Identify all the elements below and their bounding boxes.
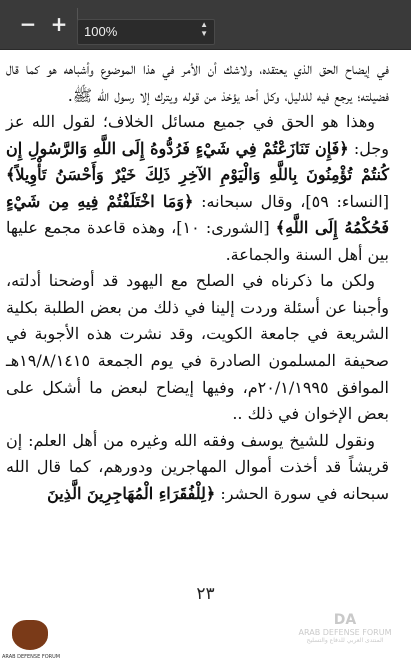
forum-logo-label: ARAB DEFENSE FORUM	[2, 654, 61, 660]
document-page	[0, 50, 411, 664]
paragraph-1	[6, 56, 389, 109]
paragraph-4-text: ونقول للشيخ يوسف وفقه الله وغيره من أهل العلم: إن قريشاً قد أخذت أموال المهاجرين ودورهم، كما قال الله سبحانه في سورة الحشر:	[6, 430, 389, 503]
quran-verse-1: ﴿فَإِن تَنَازَعْتُمْ فِي شَيْءٍ فَرُدُّوهُ إِلَى اللَّهِ وَالرَّسُولِ إِن كُنتُمْ تُؤْمِنُونَ بِاللَّهِ وَالْيَوْمِ الآخِرِ ذَلِكَ خَيْرٌ وَأَحْسَنُ تَأْوِيلاً﴾	[6, 138, 389, 185]
forum-logo	[2, 620, 61, 660]
pdf-toolbar	[0, 0, 411, 50]
watermark-name: ARAB DEFENSE FORUM	[298, 628, 392, 637]
watermark	[285, 580, 405, 660]
verse-1-citation: [النساء: ٥٩]، وقال سبحانه:	[201, 191, 389, 211]
page-number: ٢٣	[196, 584, 215, 604]
page-text	[6, 56, 389, 507]
quran-verse-2: ﴿وَمَا اخْتَلَفْتُمْ فِيهِ مِن شَيْءٍ فَحُكْمُهُ إِلَى اللَّهِ﴾	[6, 191, 389, 238]
paragraph-1-text: في إيضاح الحق الذي يعتقده، ولاشك أن الأمر في هذا الموضوع وأشباهه هو كما قال فضيلته؛ يرجع فيه للدليل، وكل أحد يؤخذ من قوله ويترك إلا رسول الله ﷺ.	[6, 59, 389, 105]
paragraph-3-text: ولكن ما ذكرناه في الصلح مع اليهود قد أوضحنا أدلته، وأجبنا عن أسئلة وردت إلينا في ذلك من بعض الطلبة بكلية الشريعة في جامعة الكويت، وقد نشرت هذه الأجوبة في صحيفة المسلمون الصادرة في يوم الجمعة ١٩/٨/١٤١٥هـ الموافق ٢٠/١/١٩٩٥م، وفيها إيضاح لبعض ما أشكل على بعض الإخوان في ذلك ..	[6, 271, 390, 424]
watermark-subtitle: المنتدى العربي للدفاع والتسليح	[306, 637, 384, 644]
paragraph-4	[6, 428, 389, 508]
paragraph-2-text: وهذا هو الحق في جميع مسائل الخلاف؛ لقول الله عز وجل:	[6, 112, 390, 158]
verse-2-citation: [الشورى: ١٠]، وهذه قاعدة مجمع عليها بين أهل السنة والجماعة.	[6, 218, 389, 264]
zoom-level-select[interactable]	[77, 19, 215, 45]
watermark-mark: DA	[333, 612, 357, 628]
shield-emblem-icon	[12, 620, 48, 650]
select-arrows-icon: ▲ ▼	[200, 20, 208, 38]
paragraph-3	[6, 268, 389, 427]
zoom-out-button[interactable]: −	[19, 12, 37, 36]
zoom-level-value: 100%	[84, 24, 118, 39]
paragraph-2	[6, 109, 389, 268]
quran-verse-3: ﴿لِلْفُقَرَاءِ الْمُهَاجِرِينَ الَّذِينَ	[47, 483, 216, 503]
zoom-in-button[interactable]: +	[50, 12, 68, 36]
